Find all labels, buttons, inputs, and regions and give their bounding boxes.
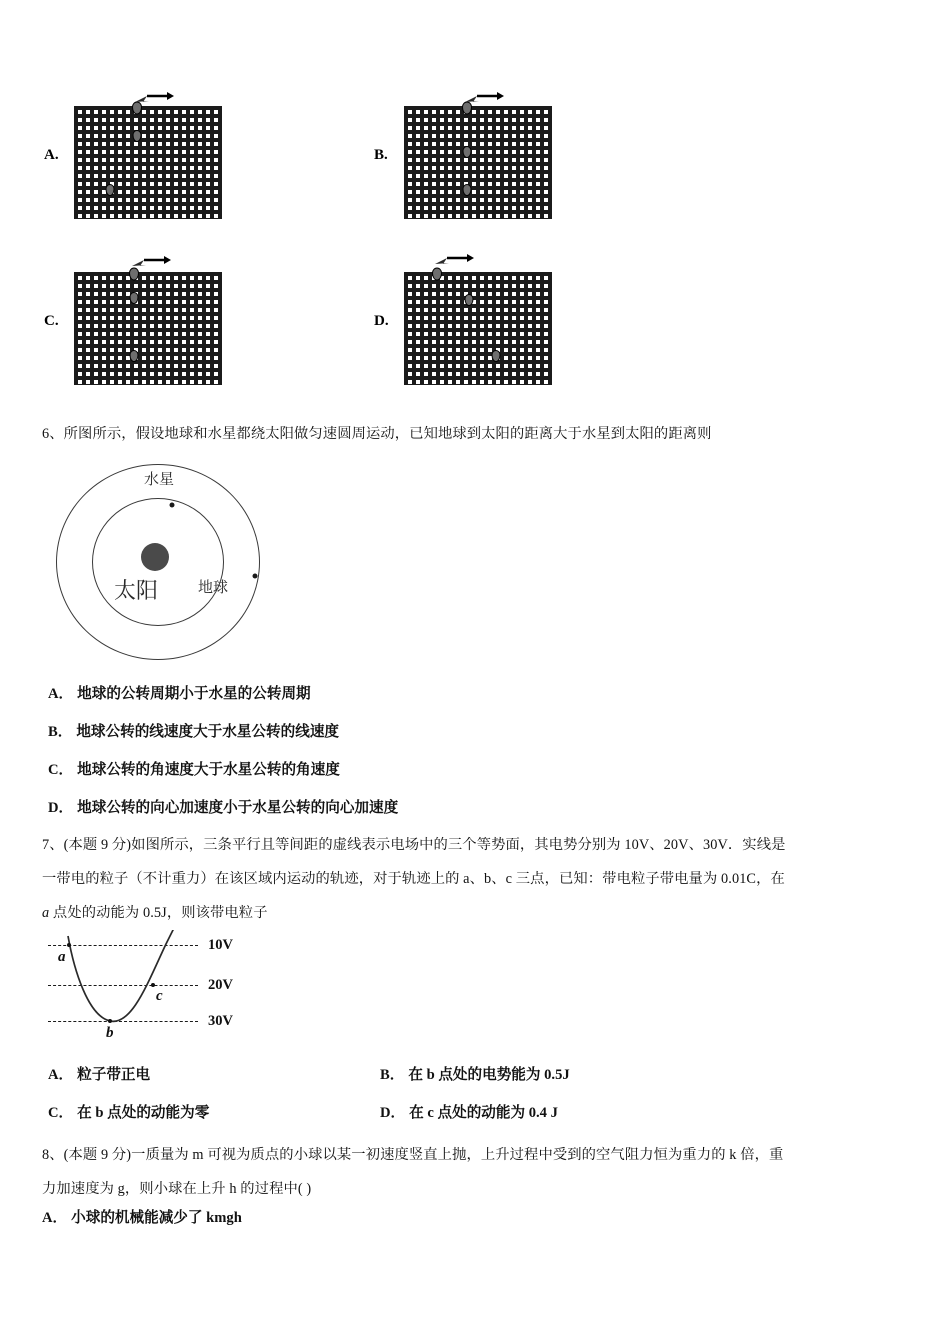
figure-options-block xyxy=(0,0,950,410)
question7-stem-line1 xyxy=(42,828,922,862)
option-tag: D． xyxy=(48,800,74,816)
particle-trajectory xyxy=(48,930,228,1050)
question6-stem xyxy=(42,417,922,451)
point-a-label: a xyxy=(58,949,66,965)
option-tag: A． xyxy=(48,686,74,702)
figure-panel-a-label: A. xyxy=(44,147,59,163)
figure-panel-a-grid xyxy=(74,92,222,219)
field-grid xyxy=(404,272,552,385)
option-text: 地球的公转周期小于水星的公转周期 xyxy=(77,686,311,702)
question6-option-d xyxy=(48,796,398,817)
question7-stem-text1: 如图所示，三条平行且等间距的虚线表示电场中的三个等势面，其电势分别为 10V、20V、30V．实线是 xyxy=(131,837,786,853)
earth-dot xyxy=(253,574,258,579)
potential-label-20v: 20V xyxy=(208,977,233,993)
field-grid xyxy=(404,106,552,219)
question7-option-b xyxy=(380,1063,570,1084)
option-tag: A． xyxy=(48,1067,74,1083)
figure-panel-c-grid xyxy=(74,258,222,385)
question8-stem-line1 xyxy=(42,1138,922,1172)
option-text: 在 b 点处的电势能为 0.5J xyxy=(408,1067,570,1083)
figure-panel-d-label: D. xyxy=(374,313,389,329)
option-tag: C． xyxy=(48,762,74,778)
potential-label-10v: 10V xyxy=(208,937,233,953)
velocity-arrow-icon xyxy=(126,255,172,273)
question6-option-b xyxy=(48,720,339,741)
question8-stem-text1: 一质量为 m 可视为质点的小球以某一初速度竖直上抛，上升过程中受到的空气阻力恒为重力的 k 倍，重 xyxy=(131,1147,784,1163)
option-text: 小球的机械能减少了 kmgh xyxy=(71,1210,242,1226)
question8-stem-line2 xyxy=(42,1172,922,1206)
field-grid xyxy=(74,272,222,385)
question8-stem-text2: 力加速度为 g，则小球在上升 h 的过程中( ) xyxy=(42,1181,312,1197)
solar-system-diagram xyxy=(48,458,318,663)
field-grid xyxy=(74,106,222,219)
question6-option-a xyxy=(48,682,311,703)
mercury-label: 水星 xyxy=(144,472,175,488)
figure-panel-a xyxy=(44,92,222,219)
velocity-arrow-icon xyxy=(459,91,505,109)
question7-option-a xyxy=(48,1063,150,1084)
option-tag: B． xyxy=(380,1067,405,1083)
earth-label: 地球 xyxy=(198,580,229,596)
question7-stem-text2: 一带电的粒子（不计重力）在该区域内运动的轨迹，对于轨迹上的 a、b、c 三点，已知：带电粒子带电量为 0.01C，在 xyxy=(42,871,785,887)
question7-point-a-ref: a xyxy=(42,905,50,921)
point-c-label: c xyxy=(156,988,163,1004)
potential-label-30v: 30V xyxy=(208,1013,233,1029)
question7-number: 7、 xyxy=(42,837,64,853)
question7-score-note: (本题 9 分) xyxy=(63,837,132,853)
question6-option-c xyxy=(48,758,340,779)
option-tag: B． xyxy=(48,724,73,740)
figure-panel-b-grid xyxy=(404,92,552,219)
question6-number: 6、 xyxy=(42,426,64,442)
question7-stem-line3 xyxy=(42,896,922,930)
figure-panel-d-grid xyxy=(404,258,552,385)
figure-panel-d xyxy=(374,258,552,385)
option-text: 地球公转的线速度大于水星公转的线速度 xyxy=(76,724,340,740)
option-text: 地球公转的向心加速度小于水星公转的向心加速度 xyxy=(77,800,399,816)
question8-score-note: (本题 9 分) xyxy=(63,1147,132,1163)
point-b-dot xyxy=(108,1019,112,1023)
sun-body-icon xyxy=(141,543,169,571)
option-tag: D． xyxy=(380,1105,406,1121)
point-a-dot xyxy=(67,943,71,947)
velocity-arrow-icon xyxy=(129,91,175,109)
point-c-dot xyxy=(151,983,155,987)
option-tag: C． xyxy=(48,1105,74,1121)
question7-option-d xyxy=(380,1101,558,1122)
question7-stem-line2 xyxy=(42,862,922,896)
mercury-dot xyxy=(170,503,175,508)
option-text: 在 c 点处的动能为 0.4 J xyxy=(409,1105,558,1121)
option-text: 在 b 点处的动能为零 xyxy=(77,1105,210,1121)
question8-number: 8、 xyxy=(42,1147,64,1163)
option-text: 粒子带正电 xyxy=(77,1067,151,1083)
question6-stem-text: 所图所示，假设地球和水星都绕太阳做匀速圆周运动，已知地球到太阳的距离大于水星到太阳的距离则 xyxy=(63,426,712,442)
question7-stem-text3: 点处的动能为 0.5J，则该带电粒子 xyxy=(49,905,268,921)
point-b-label: b xyxy=(106,1025,114,1041)
option-text: 地球公转的角速度大于水星公转的角速度 xyxy=(77,762,340,778)
equipotential-diagram xyxy=(48,930,288,1055)
figure-panel-b xyxy=(374,92,552,219)
question8-option-a xyxy=(42,1206,242,1227)
question7-option-c xyxy=(48,1101,209,1122)
figure-panel-c xyxy=(44,258,222,385)
option-tag: A． xyxy=(42,1210,68,1226)
sun-label: 太阳 xyxy=(114,578,159,603)
figure-panel-c-label: C. xyxy=(44,313,59,329)
figure-panel-b-label: B. xyxy=(374,147,388,163)
velocity-arrow-icon xyxy=(429,253,475,271)
